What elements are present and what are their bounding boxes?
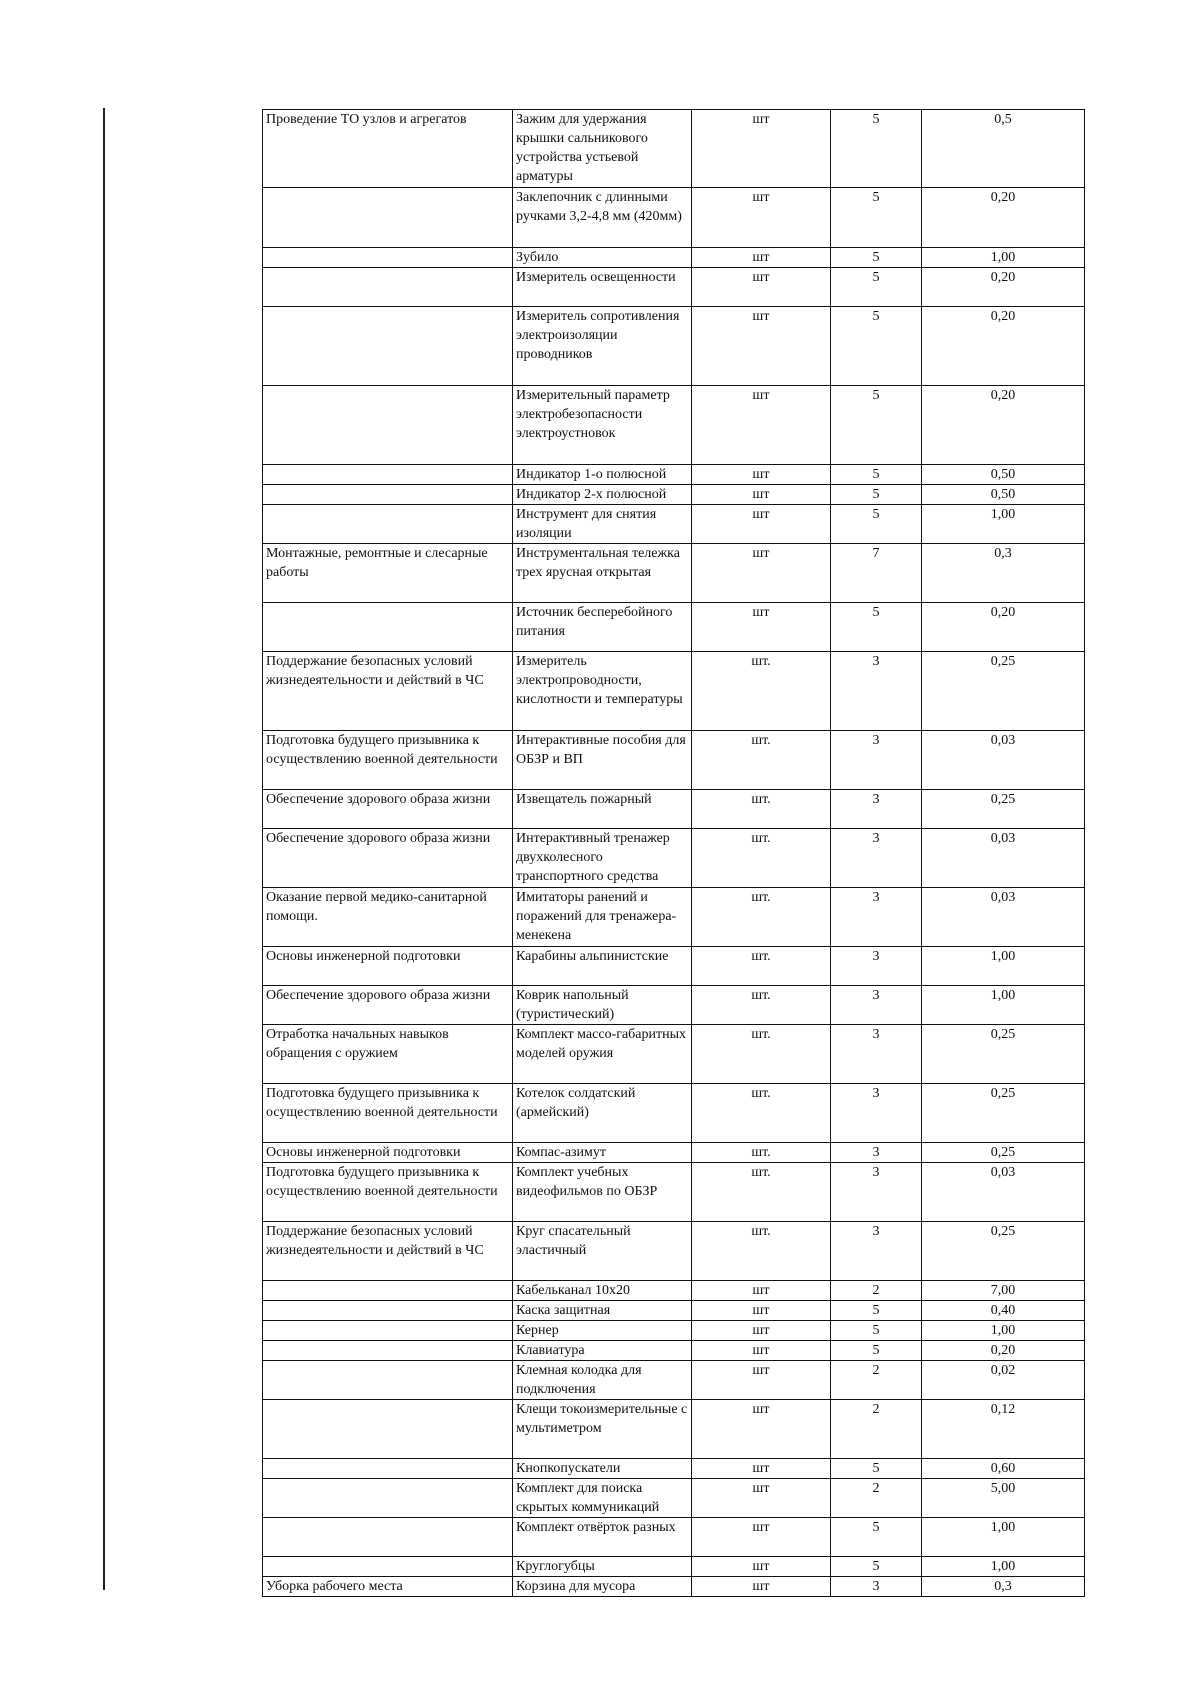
row-unit: шт.	[692, 790, 831, 829]
row-section-cell: Поддержание безопасных условий жизнедеятельности и действий в ЧС	[263, 652, 513, 731]
row-section-cell: Основы инженерной подготовки	[263, 1143, 513, 1163]
row-quantity: 2	[831, 1361, 922, 1400]
row-value: 0,12	[922, 1400, 1085, 1459]
row-unit: шт	[692, 544, 831, 603]
row-section-cell: Обеспечение здорового образа жизни	[263, 829, 513, 888]
row-item-name: Комплект отвёрток разных	[513, 1518, 692, 1557]
row-section-cell: Обеспечение здорового образа жизни	[263, 790, 513, 829]
row-quantity: 5	[831, 248, 922, 268]
row-value: 1,00	[922, 1557, 1085, 1577]
row-value: 0,03	[922, 829, 1085, 888]
row-unit: шт	[692, 1518, 831, 1557]
row-value: 0,50	[922, 465, 1085, 485]
row-value: 0,20	[922, 307, 1085, 386]
row-section-cell	[263, 1459, 513, 1479]
row-section-cell	[263, 1361, 513, 1400]
row-section-cell	[263, 1281, 513, 1301]
row-section-cell	[263, 1341, 513, 1361]
table-row	[263, 248, 1085, 268]
row-quantity: 3	[831, 1025, 922, 1084]
row-section-cell	[263, 1557, 513, 1577]
row-value: 0,50	[922, 485, 1085, 505]
row-unit: шт	[692, 1557, 831, 1577]
row-unit: шт	[692, 1321, 831, 1341]
table-row	[263, 1163, 1085, 1222]
table-row	[263, 110, 1085, 188]
row-section-cell: Отработка начальных навыков обращения с оружием	[263, 1025, 513, 1084]
row-quantity: 5	[831, 307, 922, 386]
row-item-name: Зажим для удержания крышки сальникового устройства устьевой арматуры	[513, 110, 692, 188]
row-item-name: Круг спасательный эластичный	[513, 1222, 692, 1281]
row-value: 0,25	[922, 652, 1085, 731]
row-section-cell: Подготовка будущего призывника к осуществлению военной деятельности	[263, 1084, 513, 1143]
row-unit: шт.	[692, 888, 831, 947]
row-item-name: Клавиатура	[513, 1341, 692, 1361]
row-section-cell: Уборка рабочего места	[263, 1577, 513, 1597]
row-quantity: 3	[831, 1222, 922, 1281]
row-item-name: Кабельканал 10x20	[513, 1281, 692, 1301]
row-quantity: 3	[831, 888, 922, 947]
row-unit: шт	[692, 603, 831, 652]
row-value: 1,00	[922, 1321, 1085, 1341]
row-section-cell	[263, 1301, 513, 1321]
row-value: 0,20	[922, 268, 1085, 307]
row-item-name: Инструмент для снятия изоляции	[513, 505, 692, 544]
row-section-cell: Подготовка будущего призывника к осуществлению военной деятельности	[263, 1163, 513, 1222]
row-quantity: 3	[831, 947, 922, 986]
row-unit: шт	[692, 1341, 831, 1361]
row-section-cell	[263, 188, 513, 248]
row-quantity: 7	[831, 544, 922, 603]
row-quantity: 5	[831, 1459, 922, 1479]
row-quantity: 5	[831, 1557, 922, 1577]
row-unit: шт	[692, 1301, 831, 1321]
row-item-name: Кернер	[513, 1321, 692, 1341]
table-row	[263, 1400, 1085, 1459]
row-unit: шт.	[692, 947, 831, 986]
table-row	[263, 386, 1085, 465]
table-row	[263, 307, 1085, 386]
row-item-name: Комплект массо-габаритных моделей оружия	[513, 1025, 692, 1084]
row-quantity: 5	[831, 386, 922, 465]
row-value: 0,3	[922, 544, 1085, 603]
table-row	[263, 268, 1085, 307]
row-value: 0,5	[922, 110, 1085, 188]
table-row	[263, 829, 1085, 888]
row-value: 0,25	[922, 1084, 1085, 1143]
row-value: 5,00	[922, 1479, 1085, 1518]
row-unit: шт	[692, 188, 831, 248]
table-row	[263, 1321, 1085, 1341]
row-unit: шт	[692, 1400, 831, 1459]
table-row	[263, 1341, 1085, 1361]
row-quantity: 3	[831, 1143, 922, 1163]
row-unit: шт.	[692, 731, 831, 790]
row-value: 7,00	[922, 1281, 1085, 1301]
row-item-name: Заклепочник с длинными ручками 3,2-4,8 мм (420мм)	[513, 188, 692, 248]
row-section-cell: Поддержание безопасных условий жизнедеятельности и действий в ЧС	[263, 1222, 513, 1281]
row-quantity: 3	[831, 1084, 922, 1143]
table-row	[263, 1025, 1085, 1084]
row-unit: шт	[692, 465, 831, 485]
row-item-name: Клещи токоизмерительные с мультиметром	[513, 1400, 692, 1459]
row-value: 0,20	[922, 603, 1085, 652]
row-item-name: Котелок солдатский (армейский)	[513, 1084, 692, 1143]
row-section-cell	[263, 603, 513, 652]
row-value: 0,25	[922, 1222, 1085, 1281]
row-quantity: 3	[831, 731, 922, 790]
row-item-name: Инструментальная тележка трех ярусная открытая	[513, 544, 692, 603]
table-row	[263, 1518, 1085, 1557]
row-unit: шт.	[692, 1084, 831, 1143]
row-value: 0,02	[922, 1361, 1085, 1400]
row-quantity: 5	[831, 110, 922, 188]
row-item-name: Кнопкопускатели	[513, 1459, 692, 1479]
row-value: 1,00	[922, 986, 1085, 1025]
table-row	[263, 1479, 1085, 1518]
row-unit: шт	[692, 1281, 831, 1301]
row-unit: шт.	[692, 1222, 831, 1281]
row-value: 0,20	[922, 188, 1085, 248]
table-row	[263, 1143, 1085, 1163]
row-unit: шт	[692, 1479, 831, 1518]
table-row	[263, 544, 1085, 603]
row-unit: шт.	[692, 1025, 831, 1084]
row-item-name: Корзина для мусора	[513, 1577, 692, 1597]
row-unit: шт	[692, 248, 831, 268]
left-margin-line	[103, 108, 105, 1590]
row-item-name: Измеритель сопротивления электроизоляции проводников	[513, 307, 692, 386]
row-quantity: 3	[831, 1577, 922, 1597]
row-value: 0,3	[922, 1577, 1085, 1597]
row-quantity: 5	[831, 505, 922, 544]
row-section-cell: Основы инженерной подготовки	[263, 947, 513, 986]
row-section-cell	[263, 386, 513, 465]
row-quantity: 5	[831, 1321, 922, 1341]
row-quantity: 3	[831, 790, 922, 829]
row-item-name: Индикатор 2-х полюсной	[513, 485, 692, 505]
row-item-name: Измерительный параметр электробезопасности электроустновок	[513, 386, 692, 465]
row-item-name: Извещатель пожарный	[513, 790, 692, 829]
table-row	[263, 1459, 1085, 1479]
row-section-cell	[263, 505, 513, 544]
row-unit: шт	[692, 1577, 831, 1597]
equipment-table-body	[263, 110, 1085, 1597]
row-quantity: 5	[831, 188, 922, 248]
row-item-name: Измеритель электропроводности, кислотности и температуры	[513, 652, 692, 731]
row-unit: шт	[692, 1459, 831, 1479]
row-value: 0,20	[922, 386, 1085, 465]
equipment-table	[262, 109, 1085, 1597]
row-section-cell: Монтажные, ремонтные и слесарные работы	[263, 544, 513, 603]
row-section-cell	[263, 1321, 513, 1341]
table-row	[263, 1281, 1085, 1301]
row-quantity: 3	[831, 652, 922, 731]
row-quantity: 5	[831, 1301, 922, 1321]
table-row	[263, 465, 1085, 485]
table-row	[263, 731, 1085, 790]
row-quantity: 5	[831, 485, 922, 505]
table-row	[263, 1361, 1085, 1400]
row-item-name: Комплект учебных видеофильмов по ОБЗР	[513, 1163, 692, 1222]
row-item-name: Измеритель освещенности	[513, 268, 692, 307]
row-section-cell: Подготовка будущего призывника к осуществлению военной деятельности	[263, 731, 513, 790]
row-quantity: 2	[831, 1281, 922, 1301]
table-row	[263, 947, 1085, 986]
row-unit: шт	[692, 505, 831, 544]
row-item-name: Интерактивные пособия для ОБЗР и ВП	[513, 731, 692, 790]
row-item-name: Индикатор 1-о полюсной	[513, 465, 692, 485]
table-row	[263, 790, 1085, 829]
table-row	[263, 1577, 1085, 1597]
row-unit: шт	[692, 307, 831, 386]
row-section-cell	[263, 248, 513, 268]
row-value: 0,25	[922, 1143, 1085, 1163]
row-quantity: 5	[831, 1518, 922, 1557]
table-row	[263, 652, 1085, 731]
row-item-name: Зубило	[513, 248, 692, 268]
row-value: 1,00	[922, 1518, 1085, 1557]
row-unit: шт	[692, 1361, 831, 1400]
row-item-name: Карабины альпинистские	[513, 947, 692, 986]
row-section-cell	[263, 1400, 513, 1459]
row-quantity: 5	[831, 465, 922, 485]
row-section-cell	[263, 465, 513, 485]
row-quantity: 5	[831, 603, 922, 652]
row-unit: шт.	[692, 1143, 831, 1163]
row-value: 0,03	[922, 1163, 1085, 1222]
table-row	[263, 188, 1085, 248]
row-unit: шт	[692, 485, 831, 505]
table-row	[263, 986, 1085, 1025]
row-section-cell	[263, 268, 513, 307]
row-unit: шт	[692, 110, 831, 188]
table-row	[263, 603, 1085, 652]
row-section-cell: Проведение ТО узлов и агрегатов	[263, 110, 513, 188]
row-unit: шт	[692, 386, 831, 465]
row-value: 0,25	[922, 1025, 1085, 1084]
row-section-cell: Обеспечение здорового образа жизни	[263, 986, 513, 1025]
table-row	[263, 1084, 1085, 1143]
row-value: 0,03	[922, 888, 1085, 947]
table-row	[263, 505, 1085, 544]
row-quantity: 3	[831, 986, 922, 1025]
row-unit: шт	[692, 268, 831, 307]
row-quantity: 2	[831, 1400, 922, 1459]
row-unit: шт.	[692, 1163, 831, 1222]
row-unit: шт.	[692, 652, 831, 731]
row-value: 1,00	[922, 505, 1085, 544]
row-quantity: 5	[831, 268, 922, 307]
row-item-name: Круглогубцы	[513, 1557, 692, 1577]
row-item-name: Комплект для поиска скрытых коммуникаций	[513, 1479, 692, 1518]
row-section-cell	[263, 1479, 513, 1518]
row-quantity: 5	[831, 1341, 922, 1361]
row-value: 0,25	[922, 790, 1085, 829]
row-value: 1,00	[922, 947, 1085, 986]
row-value: 1,00	[922, 248, 1085, 268]
table-row	[263, 1557, 1085, 1577]
row-item-name: Клемная колодка для подключения	[513, 1361, 692, 1400]
row-section-cell	[263, 485, 513, 505]
row-item-name: Каска защитная	[513, 1301, 692, 1321]
row-unit: шт.	[692, 986, 831, 1025]
table-row	[263, 1222, 1085, 1281]
row-section-cell	[263, 1518, 513, 1557]
row-item-name: Интерактивный тренажер двухколесного транспортного средства	[513, 829, 692, 888]
row-section-cell	[263, 307, 513, 386]
table-row	[263, 1301, 1085, 1321]
row-unit: шт.	[692, 829, 831, 888]
row-item-name: Компас-азимут	[513, 1143, 692, 1163]
row-quantity: 2	[831, 1479, 922, 1518]
row-item-name: Источник бесперебойного питания	[513, 603, 692, 652]
row-item-name: Имитаторы ранений и поражений для тренажера-менекена	[513, 888, 692, 947]
row-value: 0,20	[922, 1341, 1085, 1361]
row-value: 0,40	[922, 1301, 1085, 1321]
row-section-cell: Оказание первой медико-санитарной помощи.	[263, 888, 513, 947]
row-quantity: 3	[831, 1163, 922, 1222]
row-value: 0,03	[922, 731, 1085, 790]
row-quantity: 3	[831, 829, 922, 888]
table-row	[263, 485, 1085, 505]
row-item-name: Коврик напольный (туристический)	[513, 986, 692, 1025]
row-value: 0,60	[922, 1459, 1085, 1479]
table-row	[263, 888, 1085, 947]
